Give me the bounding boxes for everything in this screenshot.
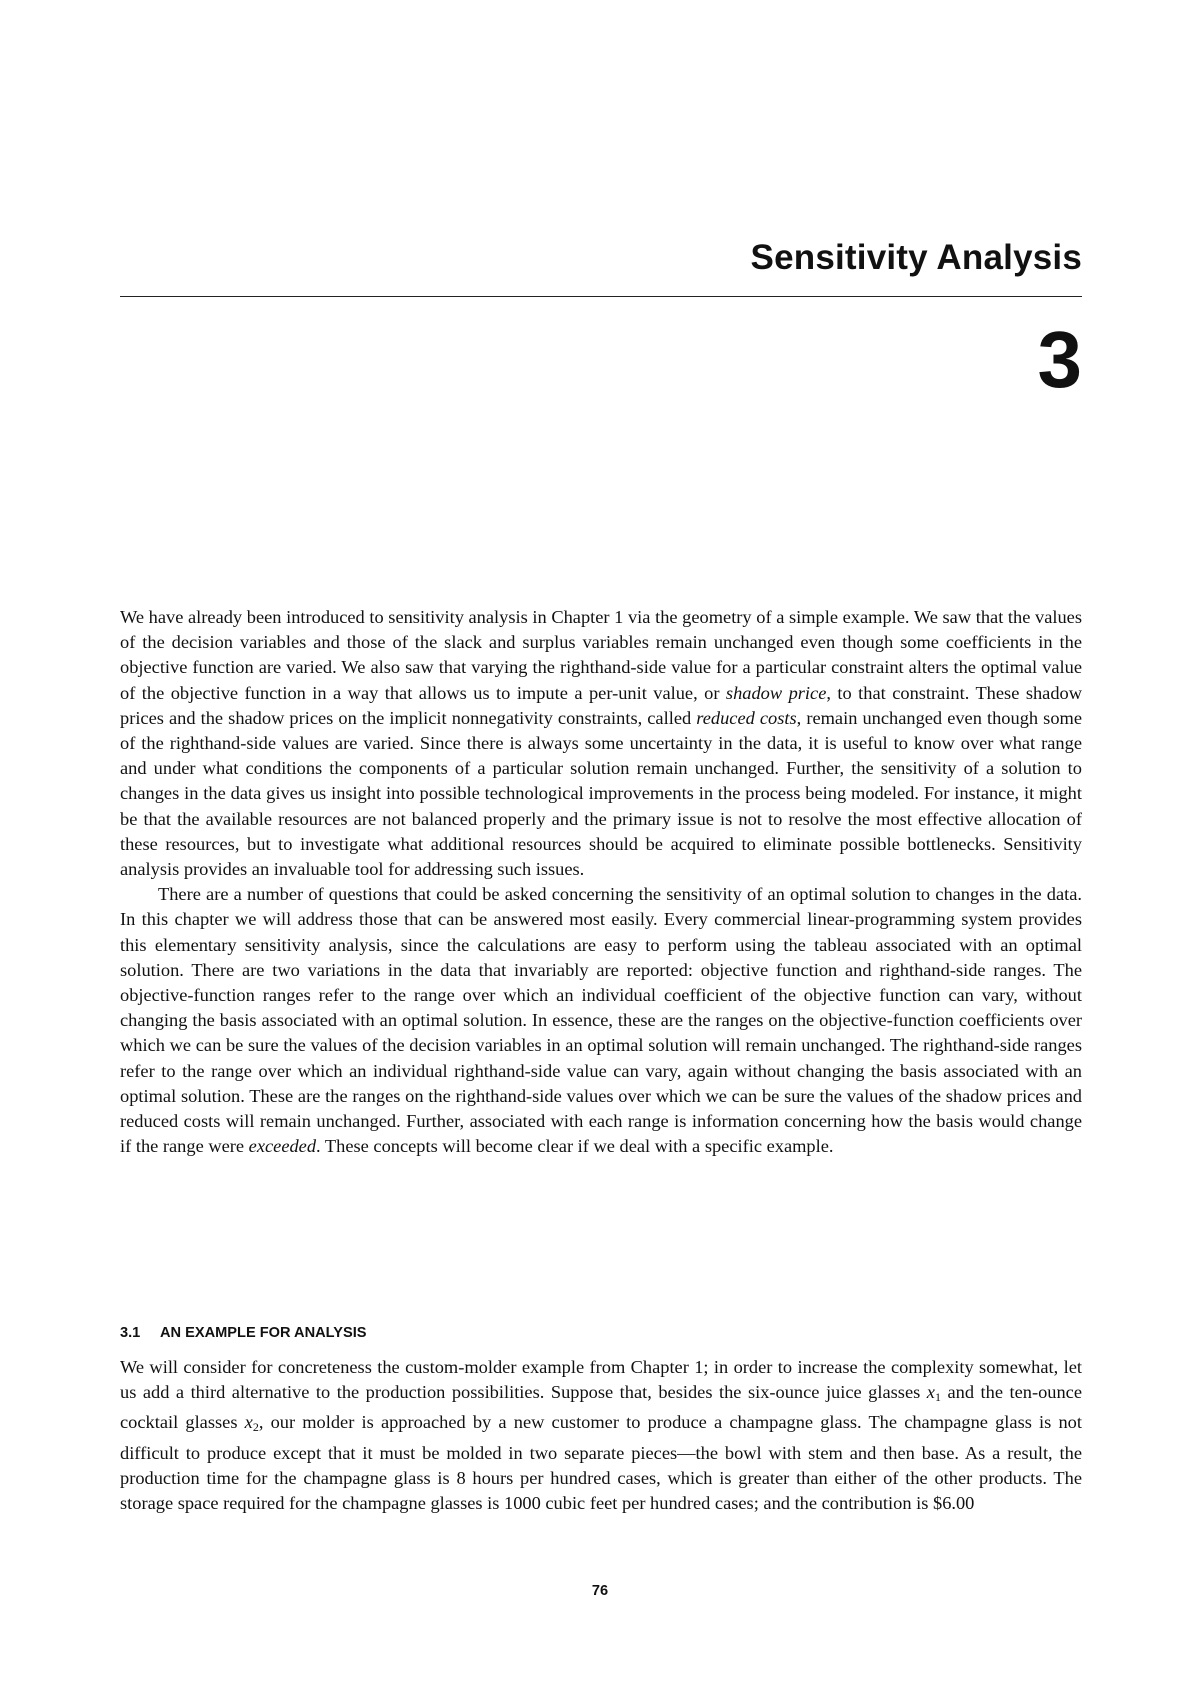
term-exceeded: exceeded [248, 1136, 317, 1157]
chapter-number: 3 [1037, 315, 1082, 404]
page-number: 76 [591, 1583, 609, 1599]
section-heading [120, 1325, 367, 1341]
variable-x1: $x_1$ [926, 1382, 941, 1405]
term-shadow-price: shadow price [725, 682, 827, 703]
chapter-title: Sensitivity Analysis [750, 238, 1082, 277]
section-text [120, 1355, 1082, 1516]
intro-text [120, 605, 1082, 1159]
term-reduced-costs: reduced costs [696, 707, 797, 728]
title-rule [120, 296, 1082, 297]
intro-paragraph-2: There are a number of questions that could be asked concerning the sensitivity of an optimal solution to changes in the data. In this chapter we will address those that can be answered most easily. Every commercial linear-programming system provides this elementary sensitivity analysis, since the calculations are easy to perform using the tableau associated with an optimal solution. There are two variations in the data that invariably are reported: objective function and righthand-side ranges. The objective-function ranges refer to the range over which an individual coefficient of the objective function can vary, without changing the basis associated with an optimal solution. In essence, these are the ranges on the objective-function coefficients over which we can be sure the values of the decision variables in an optimal solution will remain unchanged. The righthand-side ranges refer to the range over which an individual righthand-side value can vary, again without changing the basis associated with an optimal solution. These are the ranges on the righthand-side values over which we can be sure the values of the shadow prices and reduced costs will remain unchanged. Further, associated with each range is information concerning how the basis would change if the range were exceeded. These concepts will become clear if we deal with a specific example. [120, 884, 1082, 1157]
section-paragraph-1: We will consider for concreteness the custom-molder example from Chapter 1; in order to increase the complexity somewhat, let us add a third alternative to the production possibilities. Suppose that, besides the six-ounce juice glasses $x_1$ and the ten-ounce cocktail glasses $x_2$, our molder is approached by a new customer to produce a champagne glass. The champagne glass is not difficult to produce except that it must be molded in two separate pieces—the bowl with stem and then base. As a result, the production time for the champagne glass is 8 hours per hundred cases, which is greater than either of the other products. The storage space required for the champagne glasses is 1000 cubic feet per hundred cases; and the contribution is $6.00 [120, 1357, 1082, 1514]
variable-x2: $x_2$ [244, 1412, 259, 1435]
intro-paragraph-1: We have already been introduced to sensitivity analysis in Chapter 1 via the geometry of a simple example. We saw that the values of the decision variables and those of the slack and surplus variables remain unchanged even though some coefficients in the objective function are varied. We also saw that varying the righthand-side value for a particular constraint alters the optimal value of the objective function in a way that allows us to impute a per-unit value, or shadow price, to that constraint. These shadow prices and the shadow prices on the implicit nonnegativity constraints, called reduced costs, remain unchanged even though some of the righthand-side values are varied. Since there is always some uncertainty in the data, it is useful to know over what range and under what conditions the components of a particular solution remain unchanged. Further, the sensitivity of a solution to changes in the data gives us insight into possible technological improvements in the process being modeled. For instance, it might be that the available resources are not balanced properly and the primary issue is not to resolve the most effective allocation of these resources, but to investigate what additional resources should be acquired to eliminate possible bottlenecks. Sensitivity analysis provides an invaluable tool for addressing such issues. [120, 607, 1083, 880]
section-title: AN EXAMPLE FOR ANALYSIS [160, 1325, 367, 1341]
section-number: 3.1 [120, 1325, 141, 1341]
